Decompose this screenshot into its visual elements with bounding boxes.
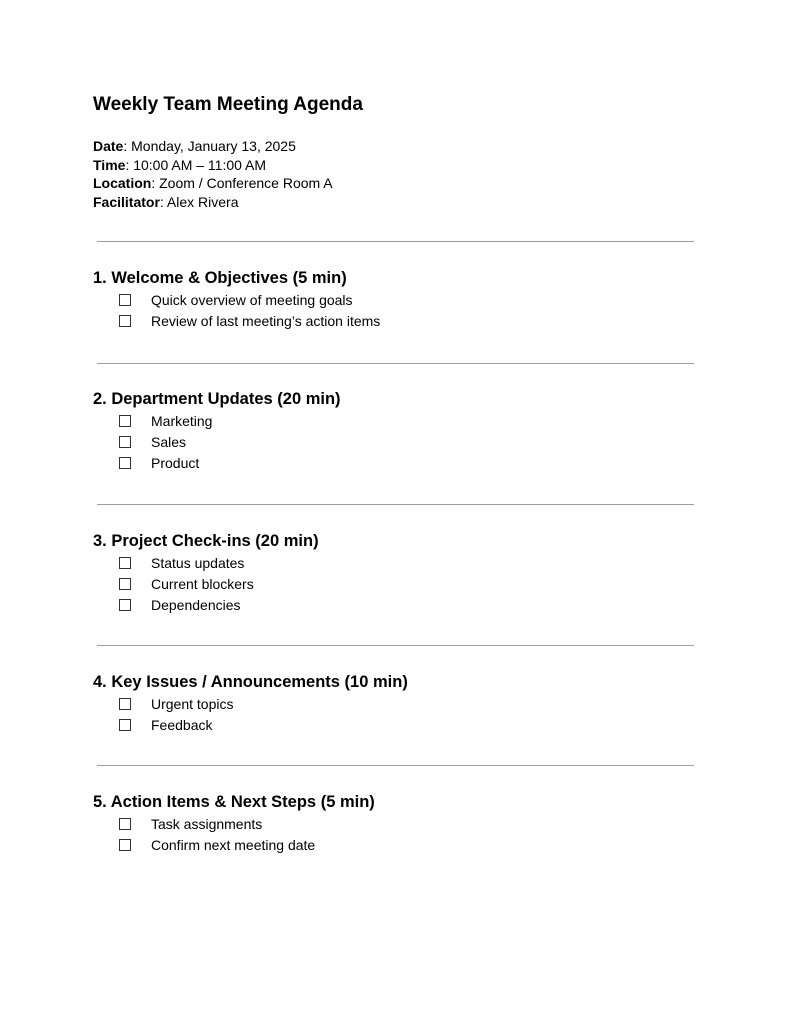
checkbox[interactable]: [119, 436, 131, 448]
checklist-item: [93, 411, 341, 432]
section-heading: 5. Action Items & Next Steps (5 min): [93, 793, 375, 811]
checklist-item: [93, 595, 319, 616]
checklist: [93, 694, 408, 736]
section-divider: [97, 504, 694, 505]
agenda-section-key-issues: [93, 672, 408, 736]
meeting-time-value: : 10:00 AM – 11:00 AM: [125, 156, 267, 173]
section-divider: [97, 363, 694, 364]
checklist-item-label: Sales: [151, 434, 187, 450]
section-divider: [97, 241, 694, 242]
checklist: [93, 814, 375, 856]
checkbox[interactable]: [119, 719, 131, 731]
checklist-item: [93, 432, 341, 453]
section-divider: [97, 645, 694, 646]
checkbox[interactable]: [119, 557, 131, 569]
checklist-item: [93, 694, 408, 715]
checklist-item: [93, 574, 319, 595]
checklist-item-label: Urgent topics: [151, 696, 234, 712]
checkbox[interactable]: [119, 698, 131, 710]
agenda-section-department-updates: [93, 389, 341, 474]
checklist-item-label: Status updates: [151, 555, 245, 571]
checklist-item: [93, 814, 375, 835]
checklist-item-label: Quick overview of meeting goals: [151, 292, 353, 308]
checkbox[interactable]: [119, 818, 131, 830]
checklist-item-label: Confirm next meeting date: [151, 837, 316, 853]
meeting-location: [93, 174, 333, 193]
meeting-time: [93, 156, 333, 175]
meeting-facilitator-value: : Alex Rivera: [159, 193, 239, 210]
section-heading: 1. Welcome & Objectives (5 min): [93, 269, 347, 287]
checklist-item: [93, 453, 341, 474]
checkbox[interactable]: [119, 578, 131, 590]
meeting-date-value: : Monday, January 13, 2025: [123, 138, 296, 154]
checklist: [93, 290, 381, 332]
meeting-facilitator-label: Facilitator: [93, 193, 160, 210]
checklist: [93, 553, 319, 616]
checklist-item-label: Dependencies: [151, 597, 241, 613]
checklist-item-label: Task assignments: [151, 816, 263, 832]
document-title: Weekly Team Meeting Agenda: [93, 94, 363, 115]
checklist-item-label: Marketing: [151, 413, 213, 429]
meeting-location-value: : Zoom / Conference Room A: [151, 175, 333, 192]
checkbox[interactable]: [119, 599, 131, 611]
checklist-item: [93, 311, 381, 332]
meeting-location-label: Location: [93, 175, 152, 192]
section-heading: 4. Key Issues / Announcements (10 min): [93, 673, 408, 691]
section-heading: 2. Department Updates (20 min): [93, 390, 341, 408]
checkbox[interactable]: [119, 315, 131, 327]
checkbox[interactable]: [119, 415, 131, 427]
checklist-item: [93, 553, 319, 574]
checklist-item-label: Review of last meeting’s action items: [151, 313, 381, 329]
section-divider: [97, 765, 694, 766]
agenda-section-welcome: [93, 268, 381, 332]
checklist: [93, 411, 341, 474]
checklist-item-label: Product: [151, 455, 200, 471]
checklist-item: [93, 715, 408, 736]
checklist-item-label: Feedback: [151, 717, 213, 733]
checkbox[interactable]: [119, 294, 131, 306]
agenda-section-project-check-ins: [93, 531, 319, 616]
section-heading: 3. Project Check-ins (20 min): [93, 532, 319, 550]
checklist-item: [93, 290, 353, 311]
agenda-section-action-items: [93, 792, 375, 856]
meeting-time-label: Time: [93, 156, 126, 173]
checklist-item-label: Current blockers: [151, 576, 254, 592]
checklist-item: [93, 835, 375, 856]
meeting-date-label: Date: [93, 138, 124, 154]
checkbox[interactable]: [119, 839, 131, 851]
meeting-date: [93, 137, 333, 156]
checkbox[interactable]: [119, 457, 131, 469]
meeting-facilitator: [93, 193, 333, 212]
meeting-details: [93, 137, 333, 211]
